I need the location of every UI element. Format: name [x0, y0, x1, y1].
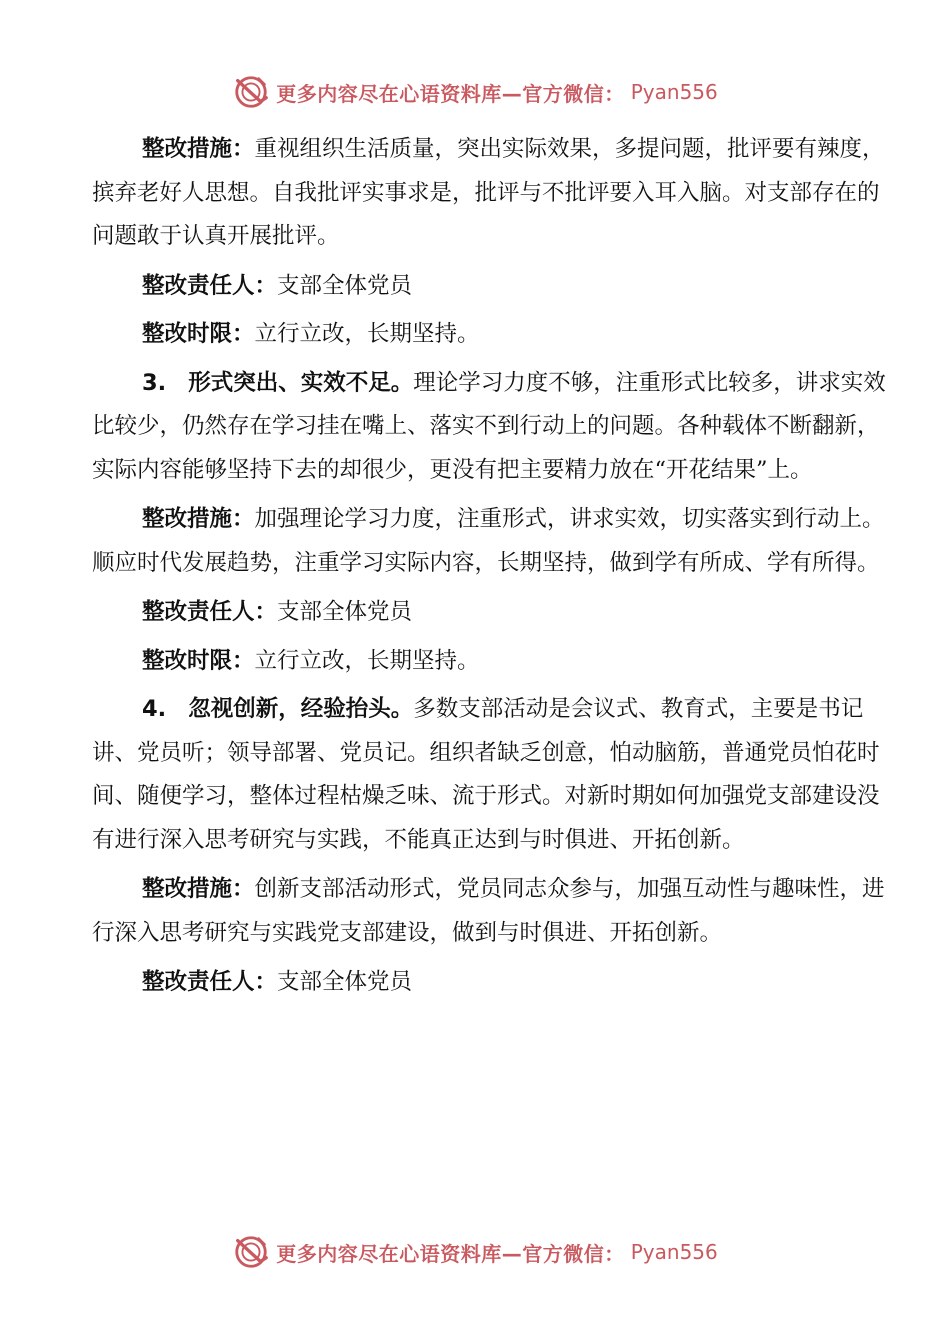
paragraph-text: 支部全体党员: [277, 272, 413, 299]
label-measures: 整改措施：: [142, 876, 255, 902]
label-responsible: 整改责任人：: [142, 599, 278, 625]
paragraph-deadline-2: [92, 640, 892, 684]
paragraph-text: 立行立改，长期坚持。: [254, 321, 480, 347]
paragraph-measures-3: [92, 868, 892, 955]
paragraph-measures-1: [92, 128, 892, 259]
paragraph-responsible-2: [92, 591, 892, 635]
banner-text: 更多内容尽在心语资料库—官方微信：: [276, 1241, 625, 1266]
paragraph-text: 重视组织生活质量，突出实际效果，多提问题，批评要有辣度，摈弃老好人思想。自我批评实事求是，批评与不批评要入耳入脑。对支部存在的问题敢于认真开展批评。: [92, 136, 885, 249]
label-measures: 整改措施：: [142, 506, 255, 532]
label-measures: 整改措施：: [142, 136, 255, 162]
paragraph-text: 理论学习力度不够，注重形式比较多，讲求实效比较少，仍然存在学习挂在嘴上、落实不到行动上的问题。各种载体不断翻新，实际内容能够坚持下去的却很少，更没有把主要精力放在“开花结果”上。: [92, 369, 886, 483]
label-deadline: 整改时限：: [142, 321, 255, 347]
issue-heading: 形式突出、实效不足。: [188, 369, 414, 396]
paragraph-issue-4: [92, 688, 892, 862]
paragraph-responsible-3: [92, 961, 892, 1005]
header-watermark: [0, 70, 950, 114]
logo-icon: [232, 1233, 270, 1271]
footer-watermark: [0, 1230, 950, 1274]
paragraph-text: 立行立改，长期坚持。: [254, 647, 480, 674]
paragraph-responsible-1: [92, 265, 892, 309]
paragraph-text: 创新支部活动形式，党员同志众参与，加强互动性与趣味性，进行深入思考研究与实践党支部建设，做到与时俱进、开拓创新。: [92, 876, 885, 946]
paragraph-text: 加强理论学习力度，注重形式，讲求实效，切实落实到行动上。顺应时代发展趋势，注重学习实际内容，长期坚持，做到学有所成、学有所得。: [92, 506, 885, 576]
banner-wechat-id: Pyan556: [630, 80, 718, 104]
paragraph-deadline-1: [92, 313, 892, 357]
issue-heading: 忽视创新，经验抬头。: [188, 696, 414, 722]
logo-icon: [232, 73, 270, 111]
banner-wechat-id: Pyan556: [630, 1240, 718, 1264]
issue-number: 4.: [142, 696, 167, 722]
label-responsible: 整改责任人：: [142, 969, 278, 995]
paragraph-measures-2: [92, 498, 892, 585]
paragraph-text: 多数支部活动是会议式、教育式，主要是书记讲、党员听；领导部署、党员记。组织者缺乏创意，怕动脑筋，普通党员怕花时间、随便学习，整体过程枯燥乏味、流于形式。对新时期如何加强党支部建设没有进行深入思考研究与实践，不能真正达到与时俱进、开拓创新。: [92, 696, 880, 853]
issue-number: 3.: [142, 369, 167, 396]
paragraph-issue-3: [92, 362, 892, 493]
banner-text: 更多内容尽在心语资料库—官方微信：: [276, 81, 625, 106]
document-body: [92, 128, 892, 1005]
label-responsible: 整改责任人：: [142, 272, 278, 299]
paragraph-text: 支部全体党员: [277, 969, 413, 995]
paragraph-text: 支部全体党员: [277, 599, 413, 625]
label-deadline: 整改时限：: [142, 647, 255, 674]
